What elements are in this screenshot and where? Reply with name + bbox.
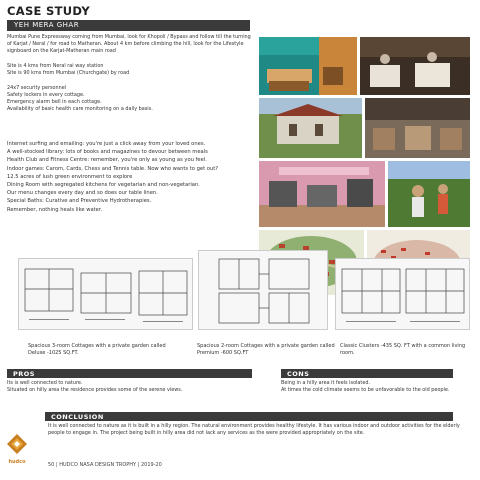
- amenity-line: Our menu changes every day and so does our table linen.: [7, 190, 158, 197]
- amenity-line: Special Baths: Curative and Preventive Hydrotherapies.: [7, 198, 152, 205]
- pros-heading: PROS: [7, 369, 252, 378]
- conclusion-text: It is well connected to nature as it is built in a hilly region. The natural environment provides healthy lifestyle. It has various indoor and outdoor activities for the elderly people to engage in. The project being built in hilly area did not lack any services as the were provided appropriately on the site.: [48, 423, 460, 437]
- floor-plan-classic-drawing: [336, 259, 471, 331]
- photo-gym: [259, 161, 385, 227]
- page-subtitle: YEH MERA GHAR: [14, 21, 80, 29]
- security-line: Availability of basic health care monitoring on a daily basis.: [7, 106, 153, 113]
- pros-item: Its is well connected to nature.: [7, 380, 83, 386]
- photo-exterior: [259, 98, 362, 158]
- amenity-line: Health Club and Fitness Centre: remember, you're only as young as you feel.: [7, 157, 207, 164]
- photo-garden-people: [388, 161, 470, 227]
- footer-text: 50 | HUDCO NASA DESIGN TROPHY | 2019-20: [48, 462, 162, 468]
- amenity-line: A well-stocked library: lots of books and magazines to devour between meals: [7, 149, 208, 156]
- floor-plan-premium-drawing: [199, 251, 329, 331]
- photo-interior-hall: [365, 98, 470, 158]
- security-list: [7, 85, 252, 113]
- page-title: CASE STUDY: [7, 4, 90, 18]
- amenity-line: 12.5 acres of lush green environment to explore: [7, 173, 133, 180]
- photo-garden-people-image: [388, 161, 470, 227]
- floor-plan-classic: [335, 258, 470, 330]
- security-line: Emergency alarm bell in each cottage.: [7, 99, 102, 106]
- photo-lounge-image: [259, 37, 357, 95]
- security-line: 24x7 security personnel: [7, 85, 67, 91]
- hudco-logo-icon: [6, 433, 28, 455]
- hudco-logo: [6, 433, 28, 465]
- amenity-line: Internet surfing and emailing: you're just a click away from your loved ones.: [7, 141, 206, 147]
- photo-gym-image: [259, 161, 385, 227]
- distances-list: [7, 63, 252, 77]
- caption-classic: Classic Clusters -435 SQ. FT with a common living room.: [340, 343, 466, 356]
- photo-interior-hall-image: [365, 98, 470, 158]
- photo-dining: [360, 37, 470, 95]
- floor-plan-premium: [198, 250, 328, 330]
- caption-premium: Spacious 2-room Cottages with a private garden called Premium -600 SQ.FT: [197, 343, 335, 356]
- amenity-line: Remember, nothing heals like water.: [7, 206, 103, 213]
- cons-item: At times the cold climate seems to be unfavorable to the old people.: [281, 387, 450, 394]
- cons-list: [281, 380, 463, 394]
- cons-heading: CONS: [281, 369, 453, 378]
- amenity-line: Dining Room with segregated kitchens for vegetarian and non-vegetarian.: [7, 182, 200, 189]
- cons-item: Being in a hilly area it feels isolated.: [281, 380, 371, 386]
- floor-plan-deluxe-drawing: [19, 259, 194, 331]
- hudco-logo-text: hudco: [8, 459, 26, 465]
- floor-plan-deluxe: [18, 258, 193, 330]
- photo-exterior-image: [259, 98, 362, 158]
- pros-item: Situated on hilly area the residence provides some of the serene views.: [7, 387, 183, 394]
- amenity-line: Indoor games: Carom, Cards, Chess and Tennis table. Now who wants to get out?: [7, 165, 219, 172]
- distance-line: Site is 4 kms from Neral rai way station: [7, 63, 104, 69]
- pros-list: [7, 380, 257, 394]
- conclusion-heading: CONCLUSION: [45, 412, 453, 421]
- photo-lounge: [259, 37, 357, 95]
- security-line: Safety lockers in every cottage.: [7, 92, 85, 99]
- caption-deluxe: Spacious 3-room Cottages with a private garden called Deluxe -1025 SQ.FT.: [28, 343, 166, 356]
- photo-dining-image: [360, 37, 470, 95]
- distance-line: Site is 90 kms from Mumbai (Churchgate) by road: [7, 70, 130, 77]
- amenities-list: [7, 140, 257, 214]
- directions-text: Mumbai Pune Expressway coming from Mumbai, look for Khopoli / Bypass and follow till the turning of Karjat / Neral / for road to Matheran. About 4 km before climbing the hill, look for the Lifestyle signboard on the Karjat-Matheran main road: [7, 34, 251, 55]
